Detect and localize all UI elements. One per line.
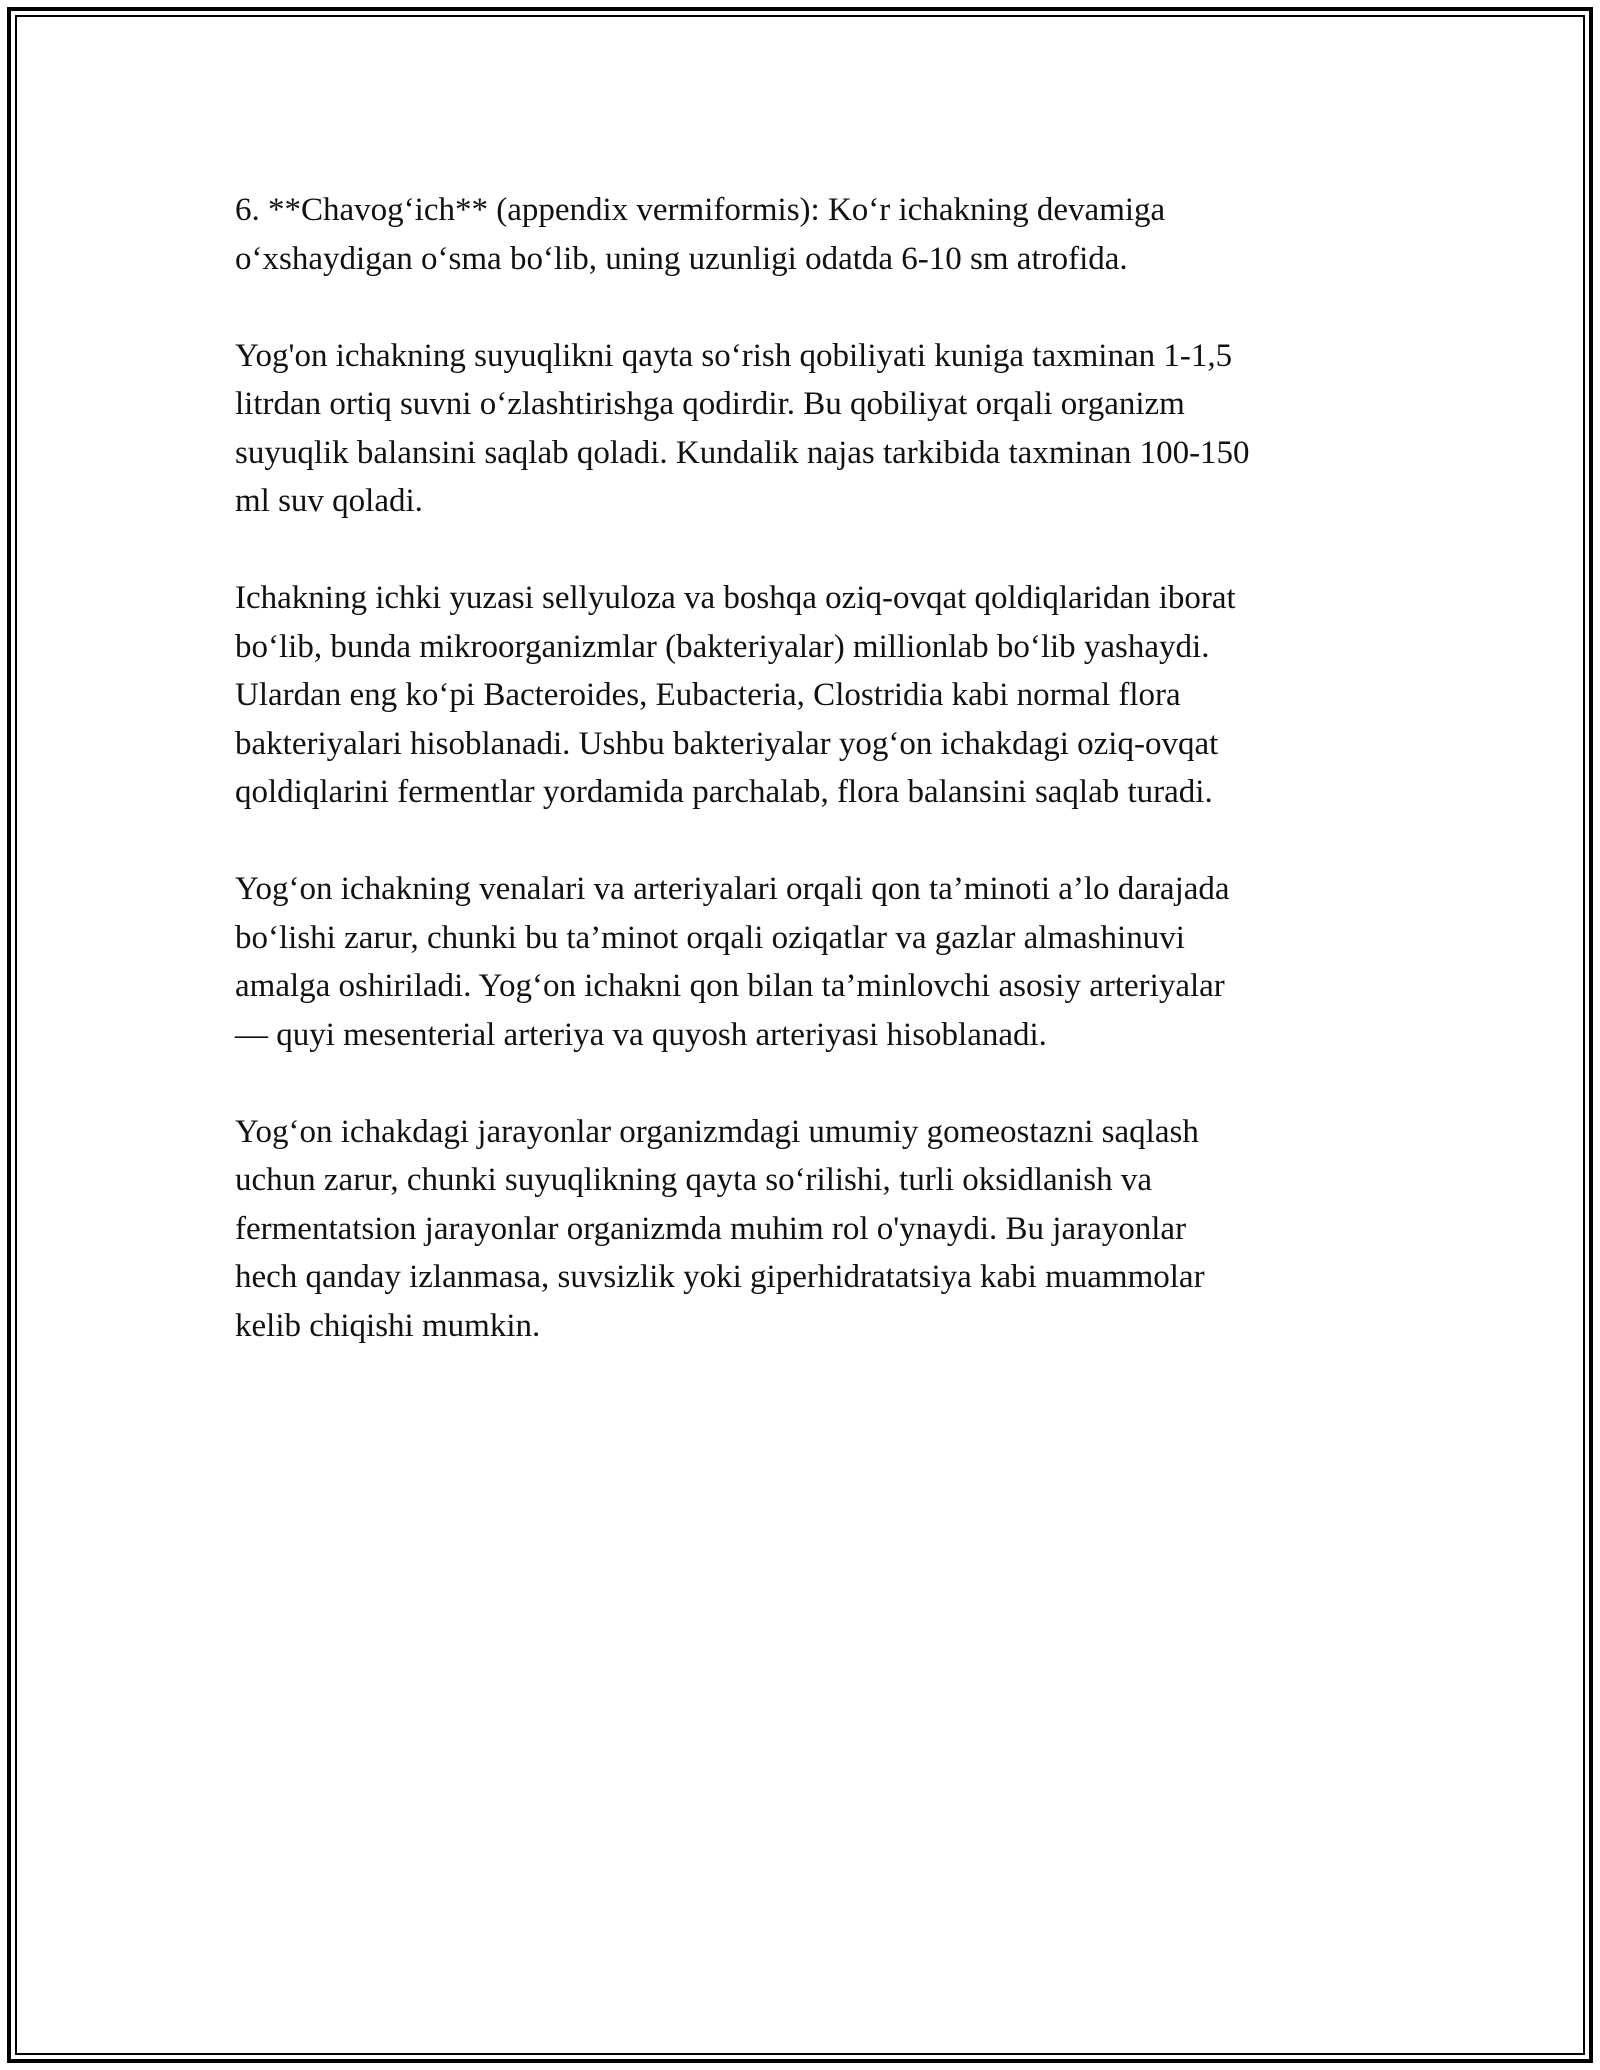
text-line: Ichakning ichki yuzasi sellyuloza va boshqa oziq-ovqat qoldiqlaridan iborat (235, 580, 1236, 616)
text-line: Ulardan eng ko‘pi Bacteroides, Eubacteria, Clostridia kabi normal flora (235, 677, 1181, 713)
text-line: o‘xshaydigan o‘sma bo‘lib, uning uzunligi odatda 6-10 sm atrofida. (235, 240, 1128, 277)
paragraph-microflora (235, 574, 1375, 817)
text-line: 6. **Chavog‘ich** (appendix vermiformis): Ko‘r ichakning devamiga (235, 192, 1166, 228)
paragraph-blood-supply (235, 865, 1375, 1059)
text-line: kelib chiqishi mumkin. (235, 1307, 541, 1344)
paragraph-homeostasis (235, 1108, 1375, 1351)
text-line: amalga oshiriladi. Yog‘on ichakni qon bilan ta’minlovchi asosiy arteriyalar (235, 968, 1225, 1004)
text-line: uchun zarur, chunki suyuqlikning qayta so‘rilishi, turli oksidlanish va (235, 1162, 1153, 1198)
paragraph-fluid-absorption (235, 332, 1375, 526)
text-line: suyuqlik balansini saqlab qoladi. Kundalik najas tarkibida taxminan 100-150 (235, 434, 1250, 471)
text-line: bo‘lib, bunda mikroorganizmlar (bakteriyalar) millionlab bo‘lib yashaydi. (235, 628, 1210, 665)
text-line: Yog‘on ichakning venalari va arteriyalari orqali qon ta’minoti a’lo darajada (235, 871, 1230, 907)
document-body (235, 186, 1375, 1399)
text-line: bo‘lishi zarur, chunki bu ta’minot orqali oziqatlar va gazlar almashinuvi (235, 919, 1185, 956)
text-line: ml suv qoladi. (235, 483, 423, 519)
text-line: — quyi mesenterial arteriya va quyosh arteriyasi hisoblanadi. (235, 1016, 1047, 1053)
text-line: Yog'on ichakning suyuqlikni qayta so‘rish qobiliyati kuniga taxminan 1-1,5 (235, 337, 1233, 374)
text-line: qoldiqlarini fermentlar yordamida parchalab, flora balansini saqlab turadi. (235, 774, 1213, 810)
text-line: bakteriyalari hisoblanadi. Ushbu bakteriyalar yog‘on ichakdagi oziq-ovqat (235, 725, 1219, 762)
text-line: fermentatsion jarayonlar organizmda muhim rol o'ynaydi. Bu jarayonlar (235, 1210, 1187, 1247)
text-line: Yog‘on ichakdagi jarayonlar organizmdagi umumiy gomeostazni saqlash (235, 1113, 1199, 1150)
paragraph-appendix (235, 186, 1375, 283)
text-line: litrdan ortiq suvni o‘zlashtirishga qodirdir. Bu qobiliyat orqali organizm (235, 386, 1185, 422)
text-line: hech qanday izlanmasa, suvsizlik yoki giperhidratatsiya kabi muammolar (235, 1259, 1205, 1295)
